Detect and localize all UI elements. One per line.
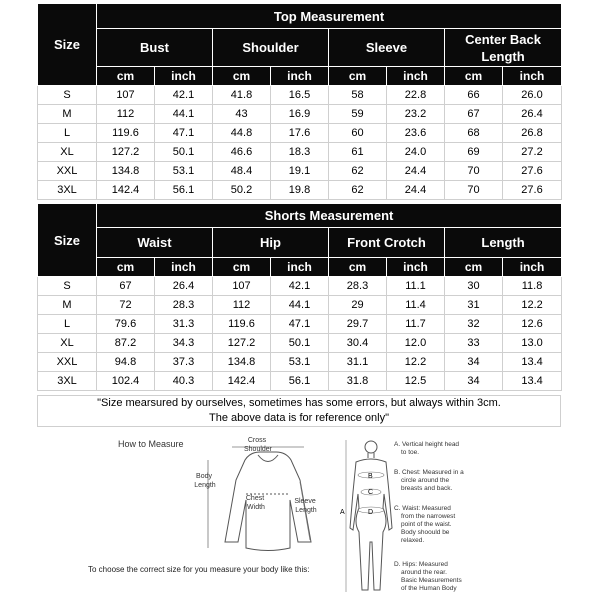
value-cell: 107: [97, 86, 155, 105]
unit-cm: cm: [213, 67, 271, 86]
value-cell: 142.4: [213, 372, 271, 391]
value-cell: 16.5: [271, 86, 329, 105]
value-cell: 40.3: [155, 372, 213, 391]
value-cell: 47.1: [271, 315, 329, 334]
table-row: [38, 372, 562, 391]
unit-cm: cm: [445, 67, 503, 86]
value-cell: 34: [445, 372, 503, 391]
size-cell: XXL: [38, 353, 97, 372]
length-header: Length: [445, 228, 562, 258]
size-cell: 3XL: [38, 181, 97, 200]
table-row: [38, 143, 562, 162]
note-line-1: "Size mearsured by ourselves, sometimes has some errors, but always within 3cm.: [97, 397, 501, 409]
value-cell: 94.8: [97, 353, 155, 372]
cross-shoulder-label: Cross Shoulder: [243, 437, 273, 453]
shorts-measurement-title: Shorts Measurement: [97, 204, 562, 228]
value-cell: 42.1: [155, 86, 213, 105]
sleeve-header: Sleeve: [329, 29, 445, 67]
size-header: Size: [38, 4, 97, 86]
figure-label-c: C: [368, 489, 374, 496]
value-cell: 142.4: [97, 181, 155, 200]
value-cell: 26.4: [155, 277, 213, 296]
value-cell: 32: [445, 315, 503, 334]
value-cell: 13.4: [503, 372, 562, 391]
value-cell: 67: [97, 277, 155, 296]
value-cell: 68: [445, 124, 503, 143]
value-cell: 70: [445, 181, 503, 200]
value-cell: 34: [445, 353, 503, 372]
value-cell: 46.6: [213, 143, 271, 162]
figure-label-b: B: [368, 473, 373, 480]
instruction-text: To choose the correct size for you measure your body like this:: [88, 565, 310, 574]
value-cell: 41.8: [213, 86, 271, 105]
value-cell: 27.2: [503, 143, 562, 162]
value-cell: 58: [329, 86, 387, 105]
value-cell: 31: [445, 296, 503, 315]
value-cell: 60: [329, 124, 387, 143]
size-header: Size: [38, 204, 97, 277]
value-cell: 134.8: [97, 162, 155, 181]
unit-cm: cm: [445, 258, 503, 277]
value-cell: 62: [329, 181, 387, 200]
top-measurement-table: [37, 3, 562, 200]
size-cell: L: [38, 315, 97, 334]
value-cell: 27.6: [503, 162, 562, 181]
value-cell: 26.4: [503, 105, 562, 124]
value-cell: 67: [445, 105, 503, 124]
waist-header: Waist: [97, 228, 213, 258]
legend-d: D. Hips: Measured around the rear. Basic Measurements of the Human Body: [394, 561, 462, 592]
value-cell: 127.2: [97, 143, 155, 162]
table-row: [38, 315, 562, 334]
table-row: [38, 353, 562, 372]
size-disclaimer-note: [37, 395, 561, 427]
value-cell: 11.1: [387, 277, 445, 296]
value-cell: 23.2: [387, 105, 445, 124]
size-cell: XL: [38, 334, 97, 353]
value-cell: 112: [97, 105, 155, 124]
size-cell: 3XL: [38, 372, 97, 391]
value-cell: 19.8: [271, 181, 329, 200]
unit-inch: inch: [155, 67, 213, 86]
legend-c: C. Waist: Measured from the narrowest point of the waist. Body shoould be relaxed.: [394, 505, 456, 544]
value-cell: 127.2: [213, 334, 271, 353]
value-cell: 29: [329, 296, 387, 315]
legend-b: B. Chest: Measured in a circle around the breasts and back.: [394, 469, 464, 492]
value-cell: 53.1: [271, 353, 329, 372]
value-cell: 102.4: [97, 372, 155, 391]
value-cell: 61: [329, 143, 387, 162]
table-row: [38, 162, 562, 181]
value-cell: 17.6: [271, 124, 329, 143]
unit-cm: cm: [329, 258, 387, 277]
value-cell: 37.3: [155, 353, 213, 372]
value-cell: 112: [213, 296, 271, 315]
value-cell: 31.3: [155, 315, 213, 334]
center-back-length-header: Center Back Length: [445, 29, 562, 67]
value-cell: 50.1: [271, 334, 329, 353]
unit-inch: inch: [271, 258, 329, 277]
value-cell: 79.6: [97, 315, 155, 334]
value-cell: 12.5: [387, 372, 445, 391]
table-row: [38, 181, 562, 200]
value-cell: 44.1: [271, 296, 329, 315]
unit-inch: inch: [503, 67, 562, 86]
value-cell: 50.2: [213, 181, 271, 200]
size-cell: M: [38, 105, 97, 124]
value-cell: 30.4: [329, 334, 387, 353]
value-cell: 11.4: [387, 296, 445, 315]
value-cell: 44.1: [155, 105, 213, 124]
value-cell: 18.3: [271, 143, 329, 162]
value-cell: 13.0: [503, 334, 562, 353]
value-cell: 34.3: [155, 334, 213, 353]
how-to-measure-title: How to Measure: [118, 439, 184, 449]
value-cell: 27.6: [503, 181, 562, 200]
value-cell: 12.0: [387, 334, 445, 353]
value-cell: 33: [445, 334, 503, 353]
value-cell: 69: [445, 143, 503, 162]
value-cell: 47.1: [155, 124, 213, 143]
table-row: [38, 86, 562, 105]
unit-cm: cm: [97, 258, 155, 277]
size-cell: XL: [38, 143, 97, 162]
table-row: [38, 277, 562, 296]
top-measurement-title: Top Measurement: [97, 4, 562, 29]
note-line-2: The above data is for reference only": [208, 412, 389, 424]
value-cell: 24.0: [387, 143, 445, 162]
value-cell: 16.9: [271, 105, 329, 124]
table-row: [38, 105, 562, 124]
size-cell: XXL: [38, 162, 97, 181]
value-cell: 72: [97, 296, 155, 315]
figure-label-d: D: [368, 509, 374, 516]
value-cell: 23.6: [387, 124, 445, 143]
value-cell: 62: [329, 162, 387, 181]
value-cell: 44.8: [213, 124, 271, 143]
size-cell: S: [38, 277, 97, 296]
unit-cm: cm: [213, 258, 271, 277]
value-cell: 56.1: [155, 181, 213, 200]
value-cell: 11.8: [503, 277, 562, 296]
hip-header: Hip: [213, 228, 329, 258]
value-cell: 19.1: [271, 162, 329, 181]
value-cell: 24.4: [387, 162, 445, 181]
value-cell: 12.6: [503, 315, 562, 334]
unit-inch: inch: [155, 258, 213, 277]
unit-inch: inch: [271, 67, 329, 86]
value-cell: 31.1: [329, 353, 387, 372]
value-cell: 48.4: [213, 162, 271, 181]
unit-inch: inch: [387, 258, 445, 277]
legend-a: A. Vertical height head to toe.: [394, 441, 460, 456]
value-cell: 50.1: [155, 143, 213, 162]
size-cell: S: [38, 86, 97, 105]
value-cell: 134.8: [213, 353, 271, 372]
table-row: [38, 334, 562, 353]
value-cell: 28.3: [155, 296, 213, 315]
value-cell: 53.1: [155, 162, 213, 181]
value-cell: 42.1: [271, 277, 329, 296]
figure-label-a: A: [340, 509, 345, 516]
shorts-measurement-table: [37, 203, 562, 391]
value-cell: 11.7: [387, 315, 445, 334]
value-cell: 12.2: [387, 353, 445, 372]
unit-inch: inch: [503, 258, 562, 277]
size-cell: L: [38, 124, 97, 143]
value-cell: 22.8: [387, 86, 445, 105]
value-cell: 13.4: [503, 353, 562, 372]
value-cell: 70: [445, 162, 503, 181]
value-cell: 31.8: [329, 372, 387, 391]
value-cell: 26.8: [503, 124, 562, 143]
value-cell: 56.1: [271, 372, 329, 391]
value-cell: 87.2: [97, 334, 155, 353]
value-cell: 119.6: [97, 124, 155, 143]
size-cell: M: [38, 296, 97, 315]
front-crotch-header: Front Crotch: [329, 228, 445, 258]
bust-header: Bust: [97, 29, 213, 67]
how-to-measure-diagram: [0, 430, 600, 600]
value-cell: 59: [329, 105, 387, 124]
shoulder-header: Shoulder: [213, 29, 329, 67]
sleeve-length-label: Sleeve Length: [294, 498, 317, 514]
unit-cm: cm: [329, 67, 387, 86]
chest-width-label: Chest Width: [245, 495, 265, 511]
table-row: [38, 296, 562, 315]
value-cell: 66: [445, 86, 503, 105]
value-cell: 119.6: [213, 315, 271, 334]
body-length-label: Body Length: [194, 473, 216, 489]
value-cell: 26.0: [503, 86, 562, 105]
value-cell: 30: [445, 277, 503, 296]
value-cell: 107: [213, 277, 271, 296]
value-cell: 24.4: [387, 181, 445, 200]
value-cell: 29.7: [329, 315, 387, 334]
unit-cm: cm: [97, 67, 155, 86]
value-cell: 12.2: [503, 296, 562, 315]
unit-inch: inch: [387, 67, 445, 86]
value-cell: 43: [213, 105, 271, 124]
table-row: [38, 124, 562, 143]
value-cell: 28.3: [329, 277, 387, 296]
